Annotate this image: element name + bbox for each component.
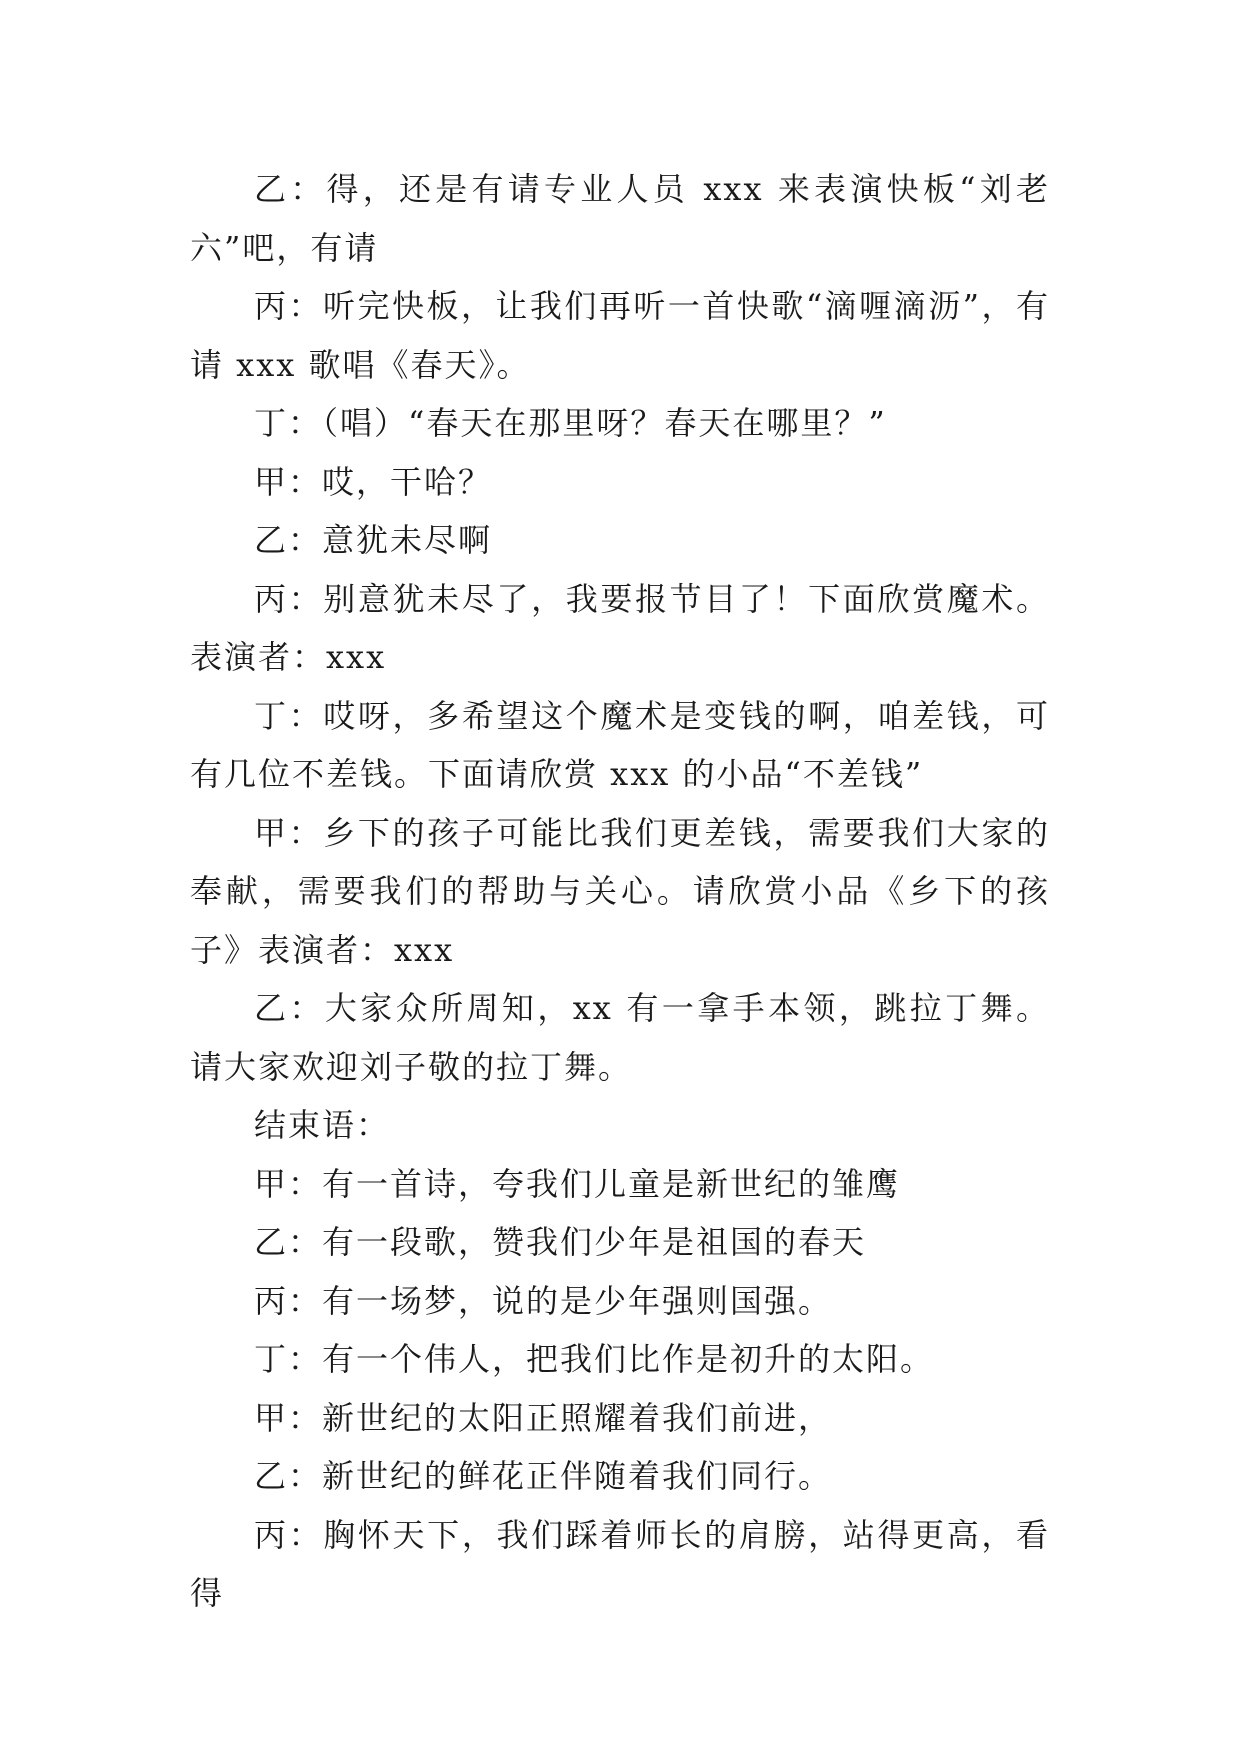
paragraph: 乙：有一段歌，赞我们少年是祖国的春天 <box>254 1223 867 1261</box>
paragraph: 甲：乡下的孩子可能比我们更差钱，需要我们大家的奉献，需要我们的帮助与关心。请欣赏小品《乡下的孩子》表演者：xxx <box>190 813 1050 969</box>
paragraph: 丙：有一场梦，说的是少年强则国强。 <box>254 1281 833 1320</box>
paragraph: 丙：胸怀天下，我们踩着师长的肩膀，站得更高，看得 <box>190 1515 1050 1612</box>
paragraph: 乙：大家众所周知，xx 有一拿手本领，跳拉丁舞。请大家欢迎刘子敬的拉丁舞。 <box>190 989 1050 1086</box>
paragraph: 乙：得，还是有请专业人员 xxx 来表演快板“刘老六”吧，有请 <box>190 170 1050 267</box>
paragraph: 甲：新世纪的太阳正照耀着我们前进， <box>254 1398 833 1437</box>
section-heading: 结束语： <box>254 1106 391 1144</box>
paragraph: 乙：新世纪的鲜花正伴随着我们同行。 <box>254 1457 833 1495</box>
paragraph: 甲：有一首诗，夸我们儿童是新世纪的雏鹰 <box>254 1164 901 1203</box>
paragraph: 丁：有一个伟人，把我们比作是初升的太阳。 <box>254 1340 935 1378</box>
paragraph: 丁：哎呀，多希望这个魔术是变钱的啊，咱差钱，可有几位不差钱。下面请欣赏 xxx 的小品“不差钱” <box>190 696 1050 793</box>
document-body <box>190 160 1050 1623</box>
paragraph: 丙：别意犹未尽了，我要报节目了！下面欣赏魔术。表演者：xxx <box>190 579 1050 676</box>
paragraph: 乙：意犹未尽啊 <box>254 521 493 559</box>
paragraph: 丁：（唱）“春天在那里呀？春天在哪里？” <box>254 404 887 442</box>
paragraph: 丙：听完快板，让我们再听一首快歌“滴喱滴沥”，有请 xxx 歌唱《春天》。 <box>190 287 1050 384</box>
paragraph: 甲：哎，干哈？ <box>254 462 493 501</box>
